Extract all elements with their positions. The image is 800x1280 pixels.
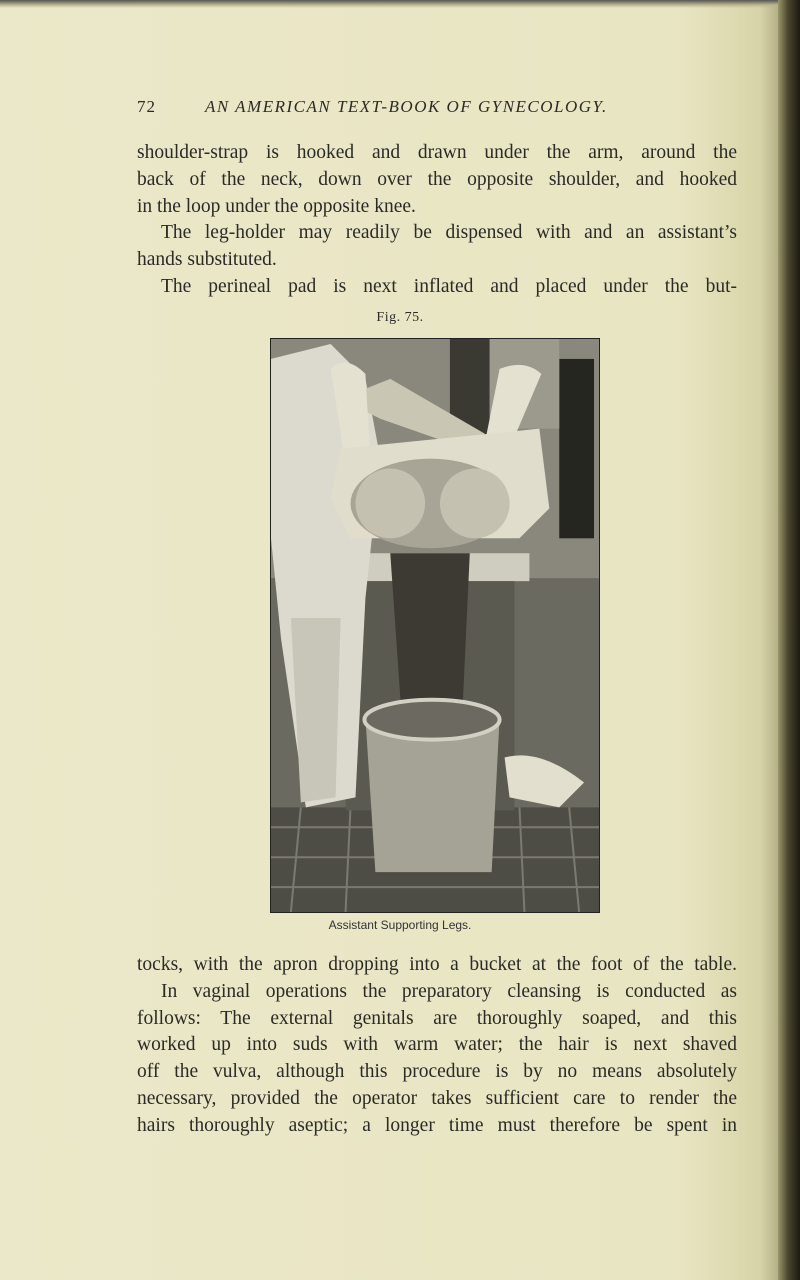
text-line: hands substituted. [137, 249, 277, 271]
text-line: The perineal pad is next inflated and placed under the but- [161, 275, 737, 297]
page-top-edge [0, 0, 800, 8]
photo-illustration [271, 339, 599, 912]
text-line: shoulder-strap is hooked and drawn under the arm, around the [137, 142, 737, 163]
text-line: necessary, provided the operator takes sufficient care to render the [137, 1087, 737, 1109]
figure-photograph [270, 338, 600, 913]
paragraph-top [137, 140, 737, 301]
figure-label: Fig. 75. [376, 310, 424, 325]
text-line: worked up into suds with warm water; the hair is next shaved [137, 1034, 737, 1056]
text-line: in the loop under the opposite knee. [137, 195, 416, 217]
book-spine-edge [778, 0, 800, 1280]
running-head [137, 97, 737, 123]
text-line: tocks, with the apron dropping into a bucket at the foot of the table. [137, 954, 737, 975]
text-line: The leg-holder may readily be dispensed with and an assistant’s [161, 222, 737, 244]
page-number: 72 [137, 97, 156, 116]
text-line: hairs thoroughly aseptic; a longer time must therefore be spent in [137, 1114, 737, 1136]
text-line: follows: The external genitals are thoroughly soaped, and this [137, 1007, 737, 1029]
text-line: In vaginal operations the preparatory cleansing is conducted as [161, 980, 737, 1002]
paragraph-bottom [137, 952, 737, 1140]
book-title: AN AMERICAN TEXT-BOOK OF GYNECOLOGY. [205, 97, 608, 116]
figure-caption: Assistant Supporting Legs. [328, 918, 472, 932]
text-line: back of the neck, down over the opposite shoulder, and hooked [137, 168, 737, 190]
text-line: off the vulva, although this procedure is by no means absolutely [137, 1061, 737, 1083]
